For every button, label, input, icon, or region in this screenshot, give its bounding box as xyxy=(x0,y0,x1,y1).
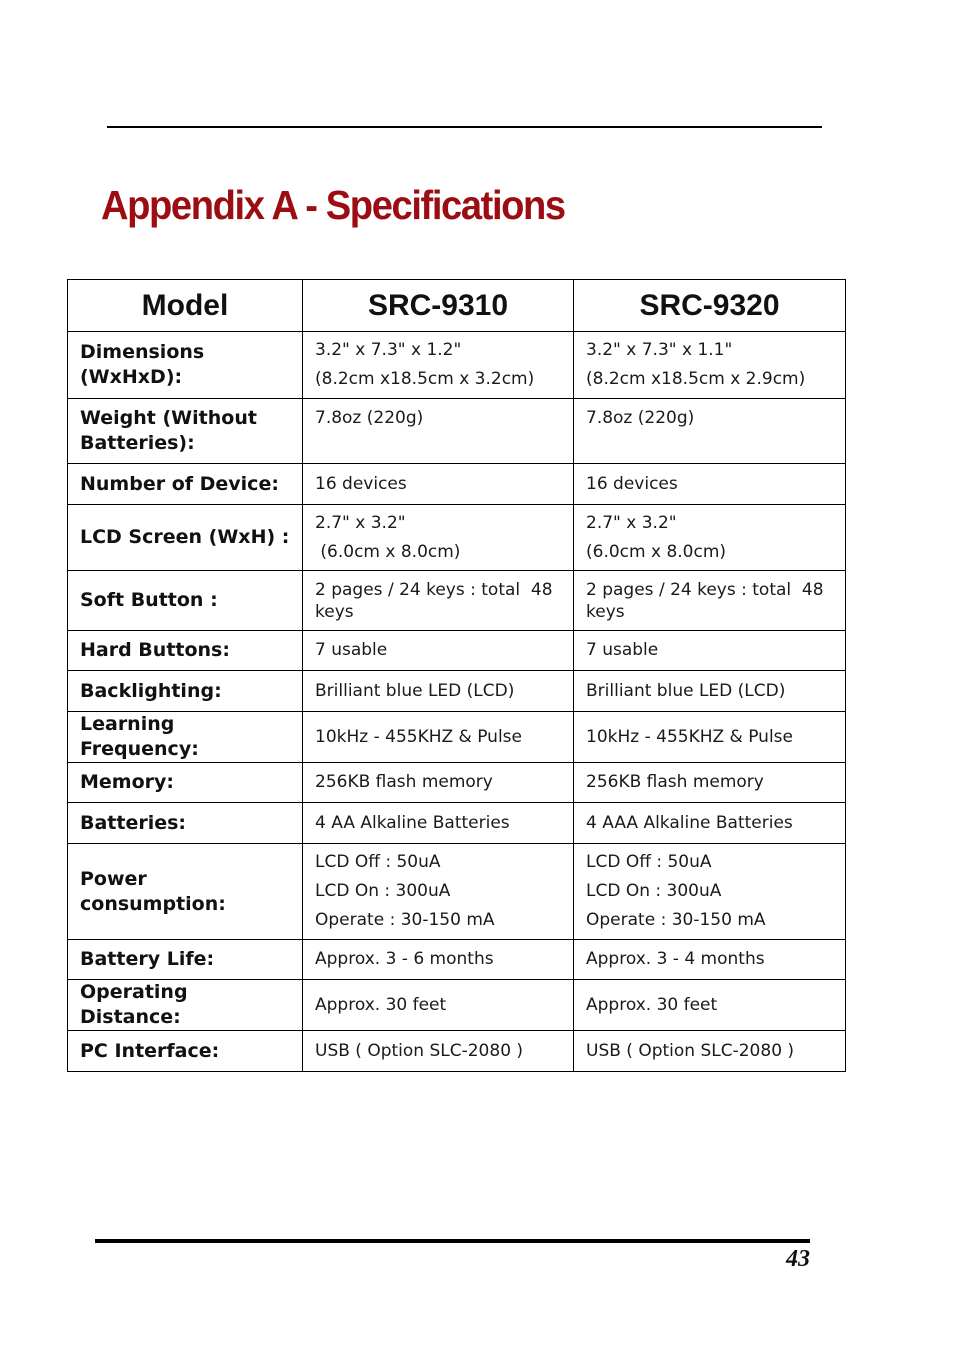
specifications-table xyxy=(67,279,846,1072)
row-label: Hard Buttons: xyxy=(68,631,303,671)
value-line: Approx. 30 feet xyxy=(315,994,447,1015)
row-value-src-9320 xyxy=(574,631,846,671)
row-value-src-9310 xyxy=(303,940,574,980)
row-value-src-9320 xyxy=(574,844,846,940)
row-value-src-9320 xyxy=(574,803,846,844)
value-line: (8.2cm x18.5cm x 2.9cm) xyxy=(586,369,806,389)
value-line: 7.8oz (220g) xyxy=(315,408,424,428)
value-line: Brilliant blue LED (LCD) xyxy=(315,680,515,701)
table-row xyxy=(68,505,846,571)
row-label: LCD Screen (WxH) : xyxy=(68,505,303,571)
value-line: 3.2" x 7.3" x 1.1" xyxy=(586,340,733,360)
row-value-src-9320 xyxy=(574,763,846,803)
value-line: 7 usable xyxy=(315,640,388,660)
row-value-src-9320 xyxy=(574,571,846,631)
row-value-src-9310 xyxy=(303,571,574,631)
value-line: Operate : 30-150 mA xyxy=(586,910,766,930)
value-line: 10kHz - 455KHZ & Pulse xyxy=(586,726,793,747)
row-value-src-9320 xyxy=(574,671,846,712)
row-label: Batteries: xyxy=(68,803,303,844)
value-line: 2 pages / 24 keys : total 48 xyxy=(586,579,824,600)
value-line: 3.2" x 7.3" x 1.2" xyxy=(315,340,462,360)
table-row xyxy=(68,803,846,844)
row-value-src-9310 xyxy=(303,464,574,505)
row-value-src-9320 xyxy=(574,712,846,763)
row-label: Backlighting: xyxy=(68,671,303,712)
row-value-src-9310 xyxy=(303,332,574,399)
table-row xyxy=(68,980,846,1031)
row-value-src-9320 xyxy=(574,464,846,505)
table-row xyxy=(68,671,846,712)
value-line: LCD Off : 50uA xyxy=(586,852,712,872)
value-line: 4 AAA Alkaline Batteries xyxy=(586,812,793,833)
row-value-src-9320 xyxy=(574,1031,846,1072)
page-number: 43 xyxy=(786,1246,810,1272)
row-label: Operating Distance: xyxy=(68,980,303,1031)
row-value-src-9310 xyxy=(303,712,574,763)
table-header-row xyxy=(68,280,846,332)
row-value-src-9320 xyxy=(574,505,846,571)
row-label: Memory: xyxy=(68,763,303,803)
value-line: Operate : 30-150 mA xyxy=(315,910,495,930)
value-line: keys xyxy=(315,601,354,622)
value-line: 256KB flash memory xyxy=(586,772,764,792)
value-line: Approx. 3 - 4 months xyxy=(586,949,765,969)
table-row xyxy=(68,940,846,980)
row-label: Dimensions (WxHxD): xyxy=(68,332,303,399)
row-value-src-9320 xyxy=(574,940,846,980)
row-value-src-9310 xyxy=(303,844,574,940)
table-row xyxy=(68,332,846,399)
value-line: LCD On : 300uA xyxy=(315,881,451,901)
value-line: 2.7" x 3.2" xyxy=(315,512,406,533)
page-title: Appendix A - Specifications xyxy=(101,182,565,228)
value-line: (8.2cm x18.5cm x 3.2cm) xyxy=(315,369,535,389)
value-line: (6.0cm x 8.0cm) xyxy=(586,541,727,562)
value-line: 16 devices xyxy=(586,473,678,494)
row-value-src-9310 xyxy=(303,803,574,844)
bottom-rule xyxy=(95,1239,810,1243)
value-line: 7.8oz (220g) xyxy=(586,408,695,428)
row-value-src-9310 xyxy=(303,763,574,803)
row-value-src-9320 xyxy=(574,399,846,464)
value-line: LCD Off : 50uA xyxy=(315,852,441,872)
value-line: 4 AA Alkaline Batteries xyxy=(315,812,510,833)
value-line: 7 usable xyxy=(586,640,659,660)
row-value-src-9310 xyxy=(303,1031,574,1072)
row-value-src-9310 xyxy=(303,980,574,1031)
value-line: 10kHz - 455KHZ & Pulse xyxy=(315,726,522,747)
table-row xyxy=(68,399,846,464)
value-line: 256KB flash memory xyxy=(315,772,493,792)
header-src-9310: SRC-9310 xyxy=(303,280,574,332)
value-line: Approx. 3 - 6 months xyxy=(315,949,494,969)
table-row xyxy=(68,464,846,505)
table-row xyxy=(68,1031,846,1072)
row-label: Power consumption: xyxy=(68,844,303,940)
table-row xyxy=(68,631,846,671)
table-row xyxy=(68,571,846,631)
row-label: Battery Life: xyxy=(68,940,303,980)
value-line: 2.7" x 3.2" xyxy=(586,512,677,533)
value-line: Approx. 30 feet xyxy=(586,994,718,1015)
value-line: 2 pages / 24 keys : total 48 xyxy=(315,579,553,600)
value-line: LCD On : 300uA xyxy=(586,881,722,901)
value-line: USB ( Option SLC-2080 ) xyxy=(315,1040,524,1061)
row-value-src-9320 xyxy=(574,332,846,399)
table-row xyxy=(68,844,846,940)
top-rule xyxy=(107,126,822,128)
row-value-src-9310 xyxy=(303,505,574,571)
value-line: (6.0cm x 8.0cm) xyxy=(315,541,461,562)
row-label: Number of Device: xyxy=(68,464,303,505)
value-line: Brilliant blue LED (LCD) xyxy=(586,680,786,701)
value-line: keys xyxy=(586,601,625,622)
row-label: Weight (Without Batteries): xyxy=(68,399,303,464)
value-line: 16 devices xyxy=(315,473,407,494)
row-value-src-9310 xyxy=(303,671,574,712)
table-row xyxy=(68,763,846,803)
row-value-src-9320 xyxy=(574,980,846,1031)
row-label: Soft Button : xyxy=(68,571,303,631)
row-label: Learning Frequency: xyxy=(68,712,303,763)
value-line: USB ( Option SLC-2080 ) xyxy=(586,1040,795,1061)
row-value-src-9310 xyxy=(303,399,574,464)
row-label: PC Interface: xyxy=(68,1031,303,1072)
header-model: Model xyxy=(68,280,303,332)
header-src-9320: SRC-9320 xyxy=(574,280,846,332)
table-row xyxy=(68,712,846,763)
row-value-src-9310 xyxy=(303,631,574,671)
